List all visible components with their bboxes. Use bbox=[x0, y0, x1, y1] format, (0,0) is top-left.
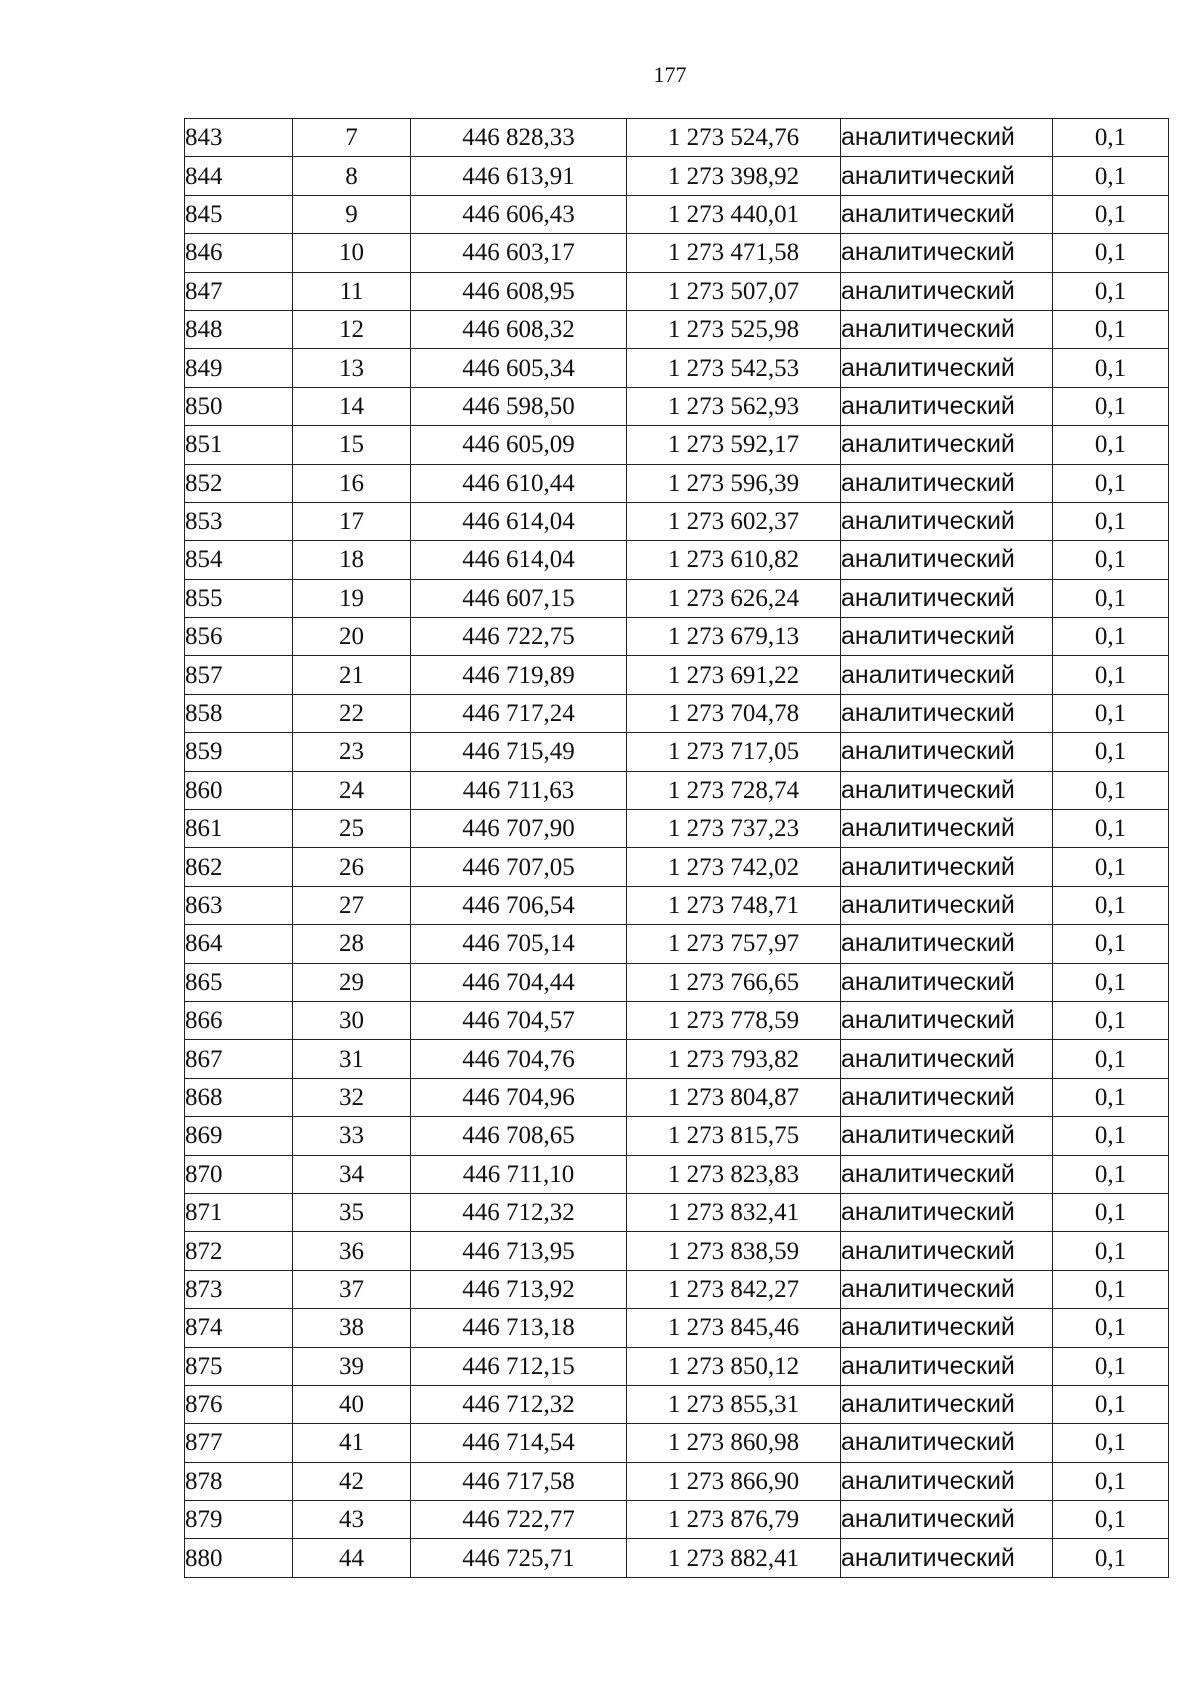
accuracy-cell: 0,1 bbox=[1053, 1501, 1169, 1539]
accuracy-cell: 0,1 bbox=[1053, 387, 1169, 425]
row-number-cell: 868 bbox=[185, 1078, 293, 1116]
x-coordinate-cell: 446 706,54 bbox=[411, 886, 627, 924]
point-number-cell: 15 bbox=[293, 426, 411, 464]
y-coordinate-cell: 1 273 766,65 bbox=[627, 963, 841, 1001]
row-number-cell: 871 bbox=[185, 1193, 293, 1231]
y-coordinate-cell: 1 273 626,24 bbox=[627, 579, 841, 617]
row-number-cell: 865 bbox=[185, 963, 293, 1001]
table-row bbox=[185, 618, 1169, 656]
table-row bbox=[185, 1040, 1169, 1078]
y-coordinate-cell: 1 273 562,93 bbox=[627, 387, 841, 425]
table-row bbox=[185, 464, 1169, 502]
accuracy-cell: 0,1 bbox=[1053, 1539, 1169, 1577]
y-coordinate-cell: 1 273 610,82 bbox=[627, 541, 841, 579]
table-row bbox=[185, 157, 1169, 195]
method-cell: аналитический bbox=[841, 963, 1053, 1001]
method-cell: аналитический bbox=[841, 1001, 1053, 1039]
y-coordinate-cell: 1 273 440,01 bbox=[627, 195, 841, 233]
y-coordinate-cell: 1 273 815,75 bbox=[627, 1117, 841, 1155]
accuracy-cell: 0,1 bbox=[1053, 1424, 1169, 1462]
point-number-cell: 31 bbox=[293, 1040, 411, 1078]
y-coordinate-cell: 1 273 524,76 bbox=[627, 119, 841, 157]
accuracy-cell: 0,1 bbox=[1053, 1347, 1169, 1385]
table-row bbox=[185, 426, 1169, 464]
table-row bbox=[185, 541, 1169, 579]
accuracy-cell: 0,1 bbox=[1053, 810, 1169, 848]
table-row bbox=[185, 1155, 1169, 1193]
y-coordinate-cell: 1 273 778,59 bbox=[627, 1001, 841, 1039]
accuracy-cell: 0,1 bbox=[1053, 925, 1169, 963]
x-coordinate-cell: 446 603,17 bbox=[411, 234, 627, 272]
x-coordinate-cell: 446 608,32 bbox=[411, 310, 627, 348]
x-coordinate-cell: 446 708,65 bbox=[411, 1117, 627, 1155]
accuracy-cell: 0,1 bbox=[1053, 1232, 1169, 1270]
accuracy-cell: 0,1 bbox=[1053, 426, 1169, 464]
table-row bbox=[185, 1232, 1169, 1270]
method-cell: аналитический bbox=[841, 1117, 1053, 1155]
table-row bbox=[185, 733, 1169, 771]
y-coordinate-cell: 1 273 525,98 bbox=[627, 310, 841, 348]
row-number-cell: 849 bbox=[185, 349, 293, 387]
method-cell: аналитический bbox=[841, 1078, 1053, 1116]
row-number-cell: 854 bbox=[185, 541, 293, 579]
row-number-cell: 856 bbox=[185, 618, 293, 656]
method-cell: аналитический bbox=[841, 157, 1053, 195]
table-row bbox=[185, 1501, 1169, 1539]
point-number-cell: 34 bbox=[293, 1155, 411, 1193]
point-number-cell: 17 bbox=[293, 502, 411, 540]
x-coordinate-cell: 446 717,58 bbox=[411, 1462, 627, 1500]
table-row bbox=[185, 195, 1169, 233]
method-cell: аналитический bbox=[841, 733, 1053, 771]
x-coordinate-cell: 446 711,63 bbox=[411, 771, 627, 809]
row-number-cell: 862 bbox=[185, 848, 293, 886]
point-number-cell: 28 bbox=[293, 925, 411, 963]
x-coordinate-cell: 446 610,44 bbox=[411, 464, 627, 502]
accuracy-cell: 0,1 bbox=[1053, 656, 1169, 694]
accuracy-cell: 0,1 bbox=[1053, 963, 1169, 1001]
accuracy-cell: 0,1 bbox=[1053, 618, 1169, 656]
method-cell: аналитический bbox=[841, 1232, 1053, 1270]
table-row bbox=[185, 234, 1169, 272]
accuracy-cell: 0,1 bbox=[1053, 1001, 1169, 1039]
table-row bbox=[185, 848, 1169, 886]
accuracy-cell: 0,1 bbox=[1053, 195, 1169, 233]
x-coordinate-cell: 446 712,32 bbox=[411, 1193, 627, 1231]
row-number-cell: 880 bbox=[185, 1539, 293, 1577]
x-coordinate-cell: 446 711,10 bbox=[411, 1155, 627, 1193]
y-coordinate-cell: 1 273 728,74 bbox=[627, 771, 841, 809]
x-coordinate-cell: 446 707,05 bbox=[411, 848, 627, 886]
method-cell: аналитический bbox=[841, 1040, 1053, 1078]
x-coordinate-cell: 446 614,04 bbox=[411, 502, 627, 540]
x-coordinate-cell: 446 722,75 bbox=[411, 618, 627, 656]
y-coordinate-cell: 1 273 793,82 bbox=[627, 1040, 841, 1078]
method-cell: аналитический bbox=[841, 502, 1053, 540]
point-number-cell: 40 bbox=[293, 1385, 411, 1423]
x-coordinate-cell: 446 608,95 bbox=[411, 272, 627, 310]
table-row bbox=[185, 886, 1169, 924]
point-number-cell: 39 bbox=[293, 1347, 411, 1385]
table-row bbox=[185, 810, 1169, 848]
row-number-cell: 877 bbox=[185, 1424, 293, 1462]
table-row bbox=[185, 1117, 1169, 1155]
y-coordinate-cell: 1 273 737,23 bbox=[627, 810, 841, 848]
accuracy-cell: 0,1 bbox=[1053, 119, 1169, 157]
accuracy-cell: 0,1 bbox=[1053, 1117, 1169, 1155]
accuracy-cell: 0,1 bbox=[1053, 502, 1169, 540]
table-row bbox=[185, 272, 1169, 310]
x-coordinate-cell: 446 605,34 bbox=[411, 349, 627, 387]
row-number-cell: 851 bbox=[185, 426, 293, 464]
y-coordinate-cell: 1 273 804,87 bbox=[627, 1078, 841, 1116]
table-row bbox=[185, 963, 1169, 1001]
coordinates-table bbox=[184, 118, 1169, 1578]
point-number-cell: 16 bbox=[293, 464, 411, 502]
x-coordinate-cell: 446 713,92 bbox=[411, 1270, 627, 1308]
y-coordinate-cell: 1 273 876,79 bbox=[627, 1501, 841, 1539]
point-number-cell: 11 bbox=[293, 272, 411, 310]
x-coordinate-cell: 446 705,14 bbox=[411, 925, 627, 963]
method-cell: аналитический bbox=[841, 1193, 1053, 1231]
point-number-cell: 10 bbox=[293, 234, 411, 272]
method-cell: аналитический bbox=[841, 656, 1053, 694]
x-coordinate-cell: 446 704,76 bbox=[411, 1040, 627, 1078]
row-number-cell: 847 bbox=[185, 272, 293, 310]
row-number-cell: 864 bbox=[185, 925, 293, 963]
y-coordinate-cell: 1 273 823,83 bbox=[627, 1155, 841, 1193]
y-coordinate-cell: 1 273 882,41 bbox=[627, 1539, 841, 1577]
x-coordinate-cell: 446 722,77 bbox=[411, 1501, 627, 1539]
point-number-cell: 42 bbox=[293, 1462, 411, 1500]
table-row bbox=[185, 1385, 1169, 1423]
y-coordinate-cell: 1 273 855,31 bbox=[627, 1385, 841, 1423]
table-row bbox=[185, 925, 1169, 963]
point-number-cell: 7 bbox=[293, 119, 411, 157]
method-cell: аналитический bbox=[841, 1539, 1053, 1577]
x-coordinate-cell: 446 606,43 bbox=[411, 195, 627, 233]
accuracy-cell: 0,1 bbox=[1053, 694, 1169, 732]
x-coordinate-cell: 446 713,18 bbox=[411, 1309, 627, 1347]
y-coordinate-cell: 1 273 602,37 bbox=[627, 502, 841, 540]
point-number-cell: 21 bbox=[293, 656, 411, 694]
x-coordinate-cell: 446 717,24 bbox=[411, 694, 627, 732]
method-cell: аналитический bbox=[841, 310, 1053, 348]
row-number-cell: 874 bbox=[185, 1309, 293, 1347]
method-cell: аналитический bbox=[841, 925, 1053, 963]
point-number-cell: 44 bbox=[293, 1539, 411, 1577]
point-number-cell: 8 bbox=[293, 157, 411, 195]
accuracy-cell: 0,1 bbox=[1053, 1385, 1169, 1423]
point-number-cell: 13 bbox=[293, 349, 411, 387]
row-number-cell: 853 bbox=[185, 502, 293, 540]
row-number-cell: 869 bbox=[185, 1117, 293, 1155]
method-cell: аналитический bbox=[841, 1309, 1053, 1347]
method-cell: аналитический bbox=[841, 810, 1053, 848]
method-cell: аналитический bbox=[841, 119, 1053, 157]
table-row bbox=[185, 1309, 1169, 1347]
point-number-cell: 29 bbox=[293, 963, 411, 1001]
accuracy-cell: 0,1 bbox=[1053, 1270, 1169, 1308]
table-row bbox=[185, 349, 1169, 387]
y-coordinate-cell: 1 273 748,71 bbox=[627, 886, 841, 924]
method-cell: аналитический bbox=[841, 886, 1053, 924]
accuracy-cell: 0,1 bbox=[1053, 1078, 1169, 1116]
accuracy-cell: 0,1 bbox=[1053, 157, 1169, 195]
method-cell: аналитический bbox=[841, 1462, 1053, 1500]
point-number-cell: 24 bbox=[293, 771, 411, 809]
point-number-cell: 35 bbox=[293, 1193, 411, 1231]
accuracy-cell: 0,1 bbox=[1053, 272, 1169, 310]
point-number-cell: 9 bbox=[293, 195, 411, 233]
x-coordinate-cell: 446 828,33 bbox=[411, 119, 627, 157]
method-cell: аналитический bbox=[841, 464, 1053, 502]
method-cell: аналитический bbox=[841, 1501, 1053, 1539]
row-number-cell: 875 bbox=[185, 1347, 293, 1385]
row-number-cell: 876 bbox=[185, 1385, 293, 1423]
row-number-cell: 860 bbox=[185, 771, 293, 809]
point-number-cell: 26 bbox=[293, 848, 411, 886]
accuracy-cell: 0,1 bbox=[1053, 1309, 1169, 1347]
y-coordinate-cell: 1 273 842,27 bbox=[627, 1270, 841, 1308]
row-number-cell: 857 bbox=[185, 656, 293, 694]
x-coordinate-cell: 446 714,54 bbox=[411, 1424, 627, 1462]
row-number-cell: 872 bbox=[185, 1232, 293, 1270]
x-coordinate-cell: 446 704,96 bbox=[411, 1078, 627, 1116]
point-number-cell: 19 bbox=[293, 579, 411, 617]
method-cell: аналитический bbox=[841, 234, 1053, 272]
table-row bbox=[185, 1001, 1169, 1039]
accuracy-cell: 0,1 bbox=[1053, 349, 1169, 387]
point-number-cell: 33 bbox=[293, 1117, 411, 1155]
table-row bbox=[185, 694, 1169, 732]
method-cell: аналитический bbox=[841, 1385, 1053, 1423]
point-number-cell: 25 bbox=[293, 810, 411, 848]
point-number-cell: 18 bbox=[293, 541, 411, 579]
point-number-cell: 37 bbox=[293, 1270, 411, 1308]
row-number-cell: 843 bbox=[185, 119, 293, 157]
y-coordinate-cell: 1 273 704,78 bbox=[627, 694, 841, 732]
y-coordinate-cell: 1 273 691,22 bbox=[627, 656, 841, 694]
accuracy-cell: 0,1 bbox=[1053, 234, 1169, 272]
method-cell: аналитический bbox=[841, 771, 1053, 809]
y-coordinate-cell: 1 273 866,90 bbox=[627, 1462, 841, 1500]
point-number-cell: 12 bbox=[293, 310, 411, 348]
method-cell: аналитический bbox=[841, 618, 1053, 656]
method-cell: аналитический bbox=[841, 541, 1053, 579]
page-number: 177 bbox=[653, 62, 687, 87]
x-coordinate-cell: 446 707,90 bbox=[411, 810, 627, 848]
table-row bbox=[185, 1078, 1169, 1116]
table-row bbox=[185, 771, 1169, 809]
table-row bbox=[185, 310, 1169, 348]
row-number-cell: 861 bbox=[185, 810, 293, 848]
y-coordinate-cell: 1 273 845,46 bbox=[627, 1309, 841, 1347]
row-number-cell: 845 bbox=[185, 195, 293, 233]
accuracy-cell: 0,1 bbox=[1053, 310, 1169, 348]
x-coordinate-cell: 446 605,09 bbox=[411, 426, 627, 464]
accuracy-cell: 0,1 bbox=[1053, 1193, 1169, 1231]
method-cell: аналитический bbox=[841, 426, 1053, 464]
y-coordinate-cell: 1 273 679,13 bbox=[627, 618, 841, 656]
point-number-cell: 14 bbox=[293, 387, 411, 425]
accuracy-cell: 0,1 bbox=[1053, 541, 1169, 579]
accuracy-cell: 0,1 bbox=[1053, 1040, 1169, 1078]
y-coordinate-cell: 1 273 757,97 bbox=[627, 925, 841, 963]
table-row bbox=[185, 502, 1169, 540]
accuracy-cell: 0,1 bbox=[1053, 464, 1169, 502]
row-number-cell: 858 bbox=[185, 694, 293, 732]
method-cell: аналитический bbox=[841, 579, 1053, 617]
x-coordinate-cell: 446 712,15 bbox=[411, 1347, 627, 1385]
method-cell: аналитический bbox=[841, 1424, 1053, 1462]
x-coordinate-cell: 446 704,57 bbox=[411, 1001, 627, 1039]
table-row bbox=[185, 1270, 1169, 1308]
accuracy-cell: 0,1 bbox=[1053, 733, 1169, 771]
point-number-cell: 36 bbox=[293, 1232, 411, 1270]
point-number-cell: 41 bbox=[293, 1424, 411, 1462]
x-coordinate-cell: 446 719,89 bbox=[411, 656, 627, 694]
method-cell: аналитический bbox=[841, 349, 1053, 387]
accuracy-cell: 0,1 bbox=[1053, 848, 1169, 886]
row-number-cell: 873 bbox=[185, 1270, 293, 1308]
table-row bbox=[185, 579, 1169, 617]
method-cell: аналитический bbox=[841, 848, 1053, 886]
row-number-cell: 867 bbox=[185, 1040, 293, 1078]
y-coordinate-cell: 1 273 471,58 bbox=[627, 234, 841, 272]
row-number-cell: 863 bbox=[185, 886, 293, 924]
x-coordinate-cell: 446 704,44 bbox=[411, 963, 627, 1001]
method-cell: аналитический bbox=[841, 272, 1053, 310]
row-number-cell: 844 bbox=[185, 157, 293, 195]
row-number-cell: 878 bbox=[185, 1462, 293, 1500]
x-coordinate-cell: 446 712,32 bbox=[411, 1385, 627, 1423]
table-row bbox=[185, 1424, 1169, 1462]
y-coordinate-cell: 1 273 596,39 bbox=[627, 464, 841, 502]
method-cell: аналитический bbox=[841, 1155, 1053, 1193]
x-coordinate-cell: 446 607,15 bbox=[411, 579, 627, 617]
table-row bbox=[185, 656, 1169, 694]
method-cell: аналитический bbox=[841, 195, 1053, 233]
point-number-cell: 38 bbox=[293, 1309, 411, 1347]
row-number-cell: 852 bbox=[185, 464, 293, 502]
row-number-cell: 855 bbox=[185, 579, 293, 617]
accuracy-cell: 0,1 bbox=[1053, 886, 1169, 924]
x-coordinate-cell: 446 614,04 bbox=[411, 541, 627, 579]
table-row bbox=[185, 119, 1169, 157]
accuracy-cell: 0,1 bbox=[1053, 771, 1169, 809]
y-coordinate-cell: 1 273 860,98 bbox=[627, 1424, 841, 1462]
table-row bbox=[185, 387, 1169, 425]
y-coordinate-cell: 1 273 850,12 bbox=[627, 1347, 841, 1385]
x-coordinate-cell: 446 598,50 bbox=[411, 387, 627, 425]
y-coordinate-cell: 1 273 592,17 bbox=[627, 426, 841, 464]
point-number-cell: 30 bbox=[293, 1001, 411, 1039]
x-coordinate-cell: 446 713,95 bbox=[411, 1232, 627, 1270]
accuracy-cell: 0,1 bbox=[1053, 579, 1169, 617]
row-number-cell: 870 bbox=[185, 1155, 293, 1193]
method-cell: аналитический bbox=[841, 694, 1053, 732]
point-number-cell: 27 bbox=[293, 886, 411, 924]
point-number-cell: 22 bbox=[293, 694, 411, 732]
y-coordinate-cell: 1 273 398,92 bbox=[627, 157, 841, 195]
method-cell: аналитический bbox=[841, 1270, 1053, 1308]
x-coordinate-cell: 446 613,91 bbox=[411, 157, 627, 195]
x-coordinate-cell: 446 725,71 bbox=[411, 1539, 627, 1577]
y-coordinate-cell: 1 273 838,59 bbox=[627, 1232, 841, 1270]
point-number-cell: 20 bbox=[293, 618, 411, 656]
row-number-cell: 848 bbox=[185, 310, 293, 348]
point-number-cell: 43 bbox=[293, 1501, 411, 1539]
accuracy-cell: 0,1 bbox=[1053, 1462, 1169, 1500]
y-coordinate-cell: 1 273 507,07 bbox=[627, 272, 841, 310]
method-cell: аналитический bbox=[841, 387, 1053, 425]
row-number-cell: 859 bbox=[185, 733, 293, 771]
accuracy-cell: 0,1 bbox=[1053, 1155, 1169, 1193]
y-coordinate-cell: 1 273 832,41 bbox=[627, 1193, 841, 1231]
point-number-cell: 23 bbox=[293, 733, 411, 771]
y-coordinate-cell: 1 273 542,53 bbox=[627, 349, 841, 387]
row-number-cell: 850 bbox=[185, 387, 293, 425]
method-cell: аналитический bbox=[841, 1347, 1053, 1385]
table-row bbox=[185, 1462, 1169, 1500]
row-number-cell: 866 bbox=[185, 1001, 293, 1039]
x-coordinate-cell: 446 715,49 bbox=[411, 733, 627, 771]
point-number-cell: 32 bbox=[293, 1078, 411, 1116]
coordinates-table-body bbox=[185, 119, 1169, 1578]
row-number-cell: 846 bbox=[185, 234, 293, 272]
y-coordinate-cell: 1 273 717,05 bbox=[627, 733, 841, 771]
table-row bbox=[185, 1193, 1169, 1231]
row-number-cell: 879 bbox=[185, 1501, 293, 1539]
y-coordinate-cell: 1 273 742,02 bbox=[627, 848, 841, 886]
table-row bbox=[185, 1347, 1169, 1385]
table-row bbox=[185, 1539, 1169, 1577]
